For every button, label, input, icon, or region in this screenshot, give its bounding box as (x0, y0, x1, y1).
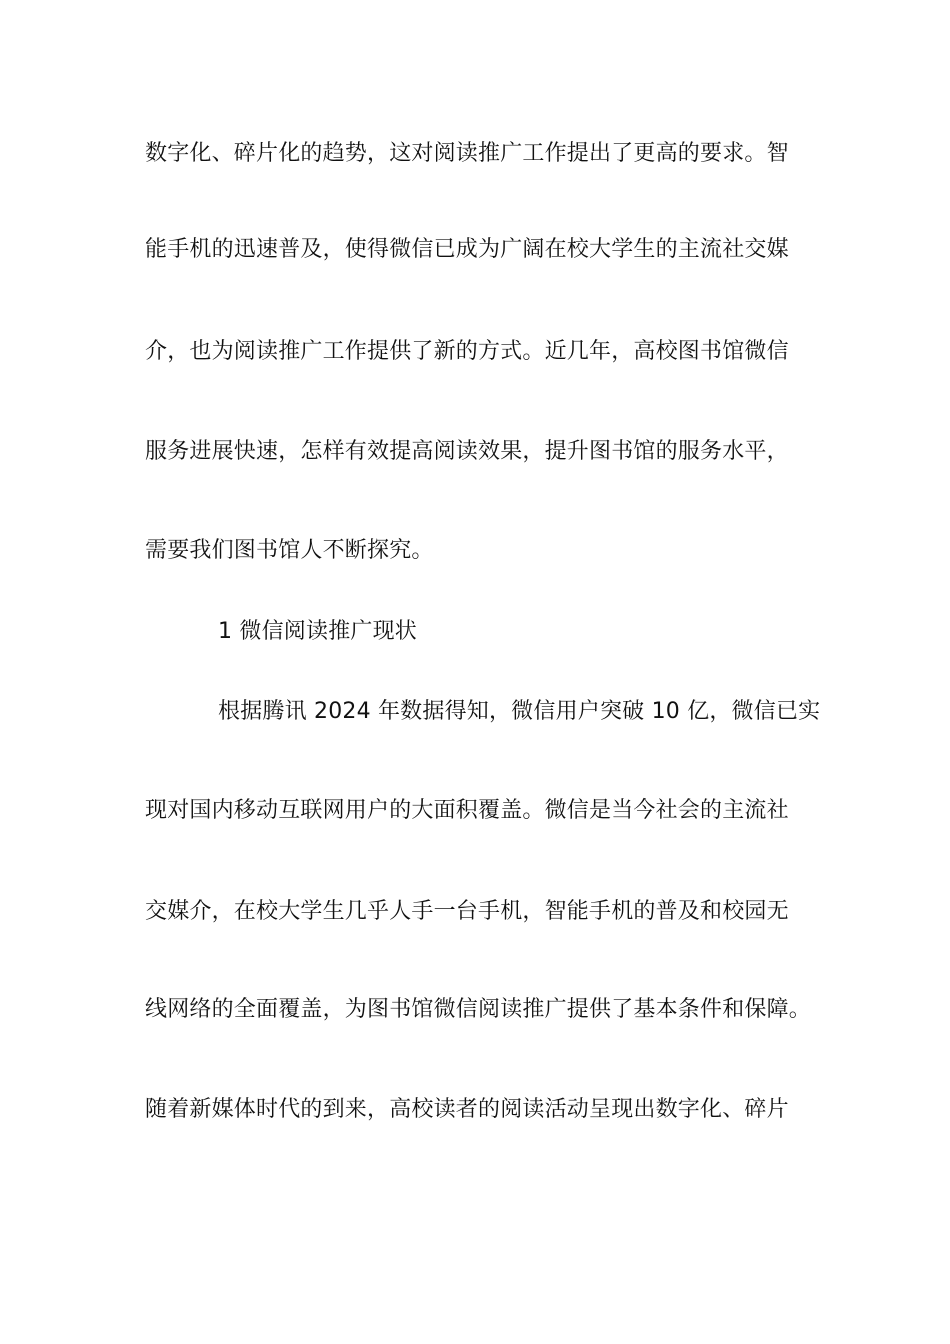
paragraph-line: 数字化、碎片化的趋势，这对阅读推广工作提出了更高的要求。智 (145, 141, 789, 166)
section-heading: 1 微信阅读推广现状 (218, 619, 417, 644)
paragraph-line: 介，也为阅读推广工作提供了新的方式。近几年，高校图书馆微信 (145, 339, 789, 364)
paragraph-line: 需要我们图书馆人不断探究。 (145, 538, 434, 563)
paragraph-line: 随着新媒体时代的到来，高校读者的阅读活动呈现出数字化、碎片 (145, 1097, 789, 1122)
paragraph-line: 服务进展快速，怎样有效提高阅读效果，提升图书馆的服务水平， (145, 439, 789, 464)
paragraph-line: 现对国内移动互联网用户的大面积覆盖。微信是当今社会的主流社 (145, 798, 789, 823)
paragraph-line: 线网络的全面覆盖，为图书馆微信阅读推广提供了基本条件和保障。 (145, 997, 812, 1022)
paragraph-line: 根据腾讯 2024 年数据得知，微信用户突破 10 亿，微信已实 (218, 699, 821, 724)
paragraph-line: 交媒介，在校大学生几乎人手一台手机，智能手机的普及和校园无 (145, 899, 789, 924)
paragraph-line: 能手机的迅速普及，使得微信已成为广阔在校大学生的主流社交媒 (145, 237, 789, 262)
